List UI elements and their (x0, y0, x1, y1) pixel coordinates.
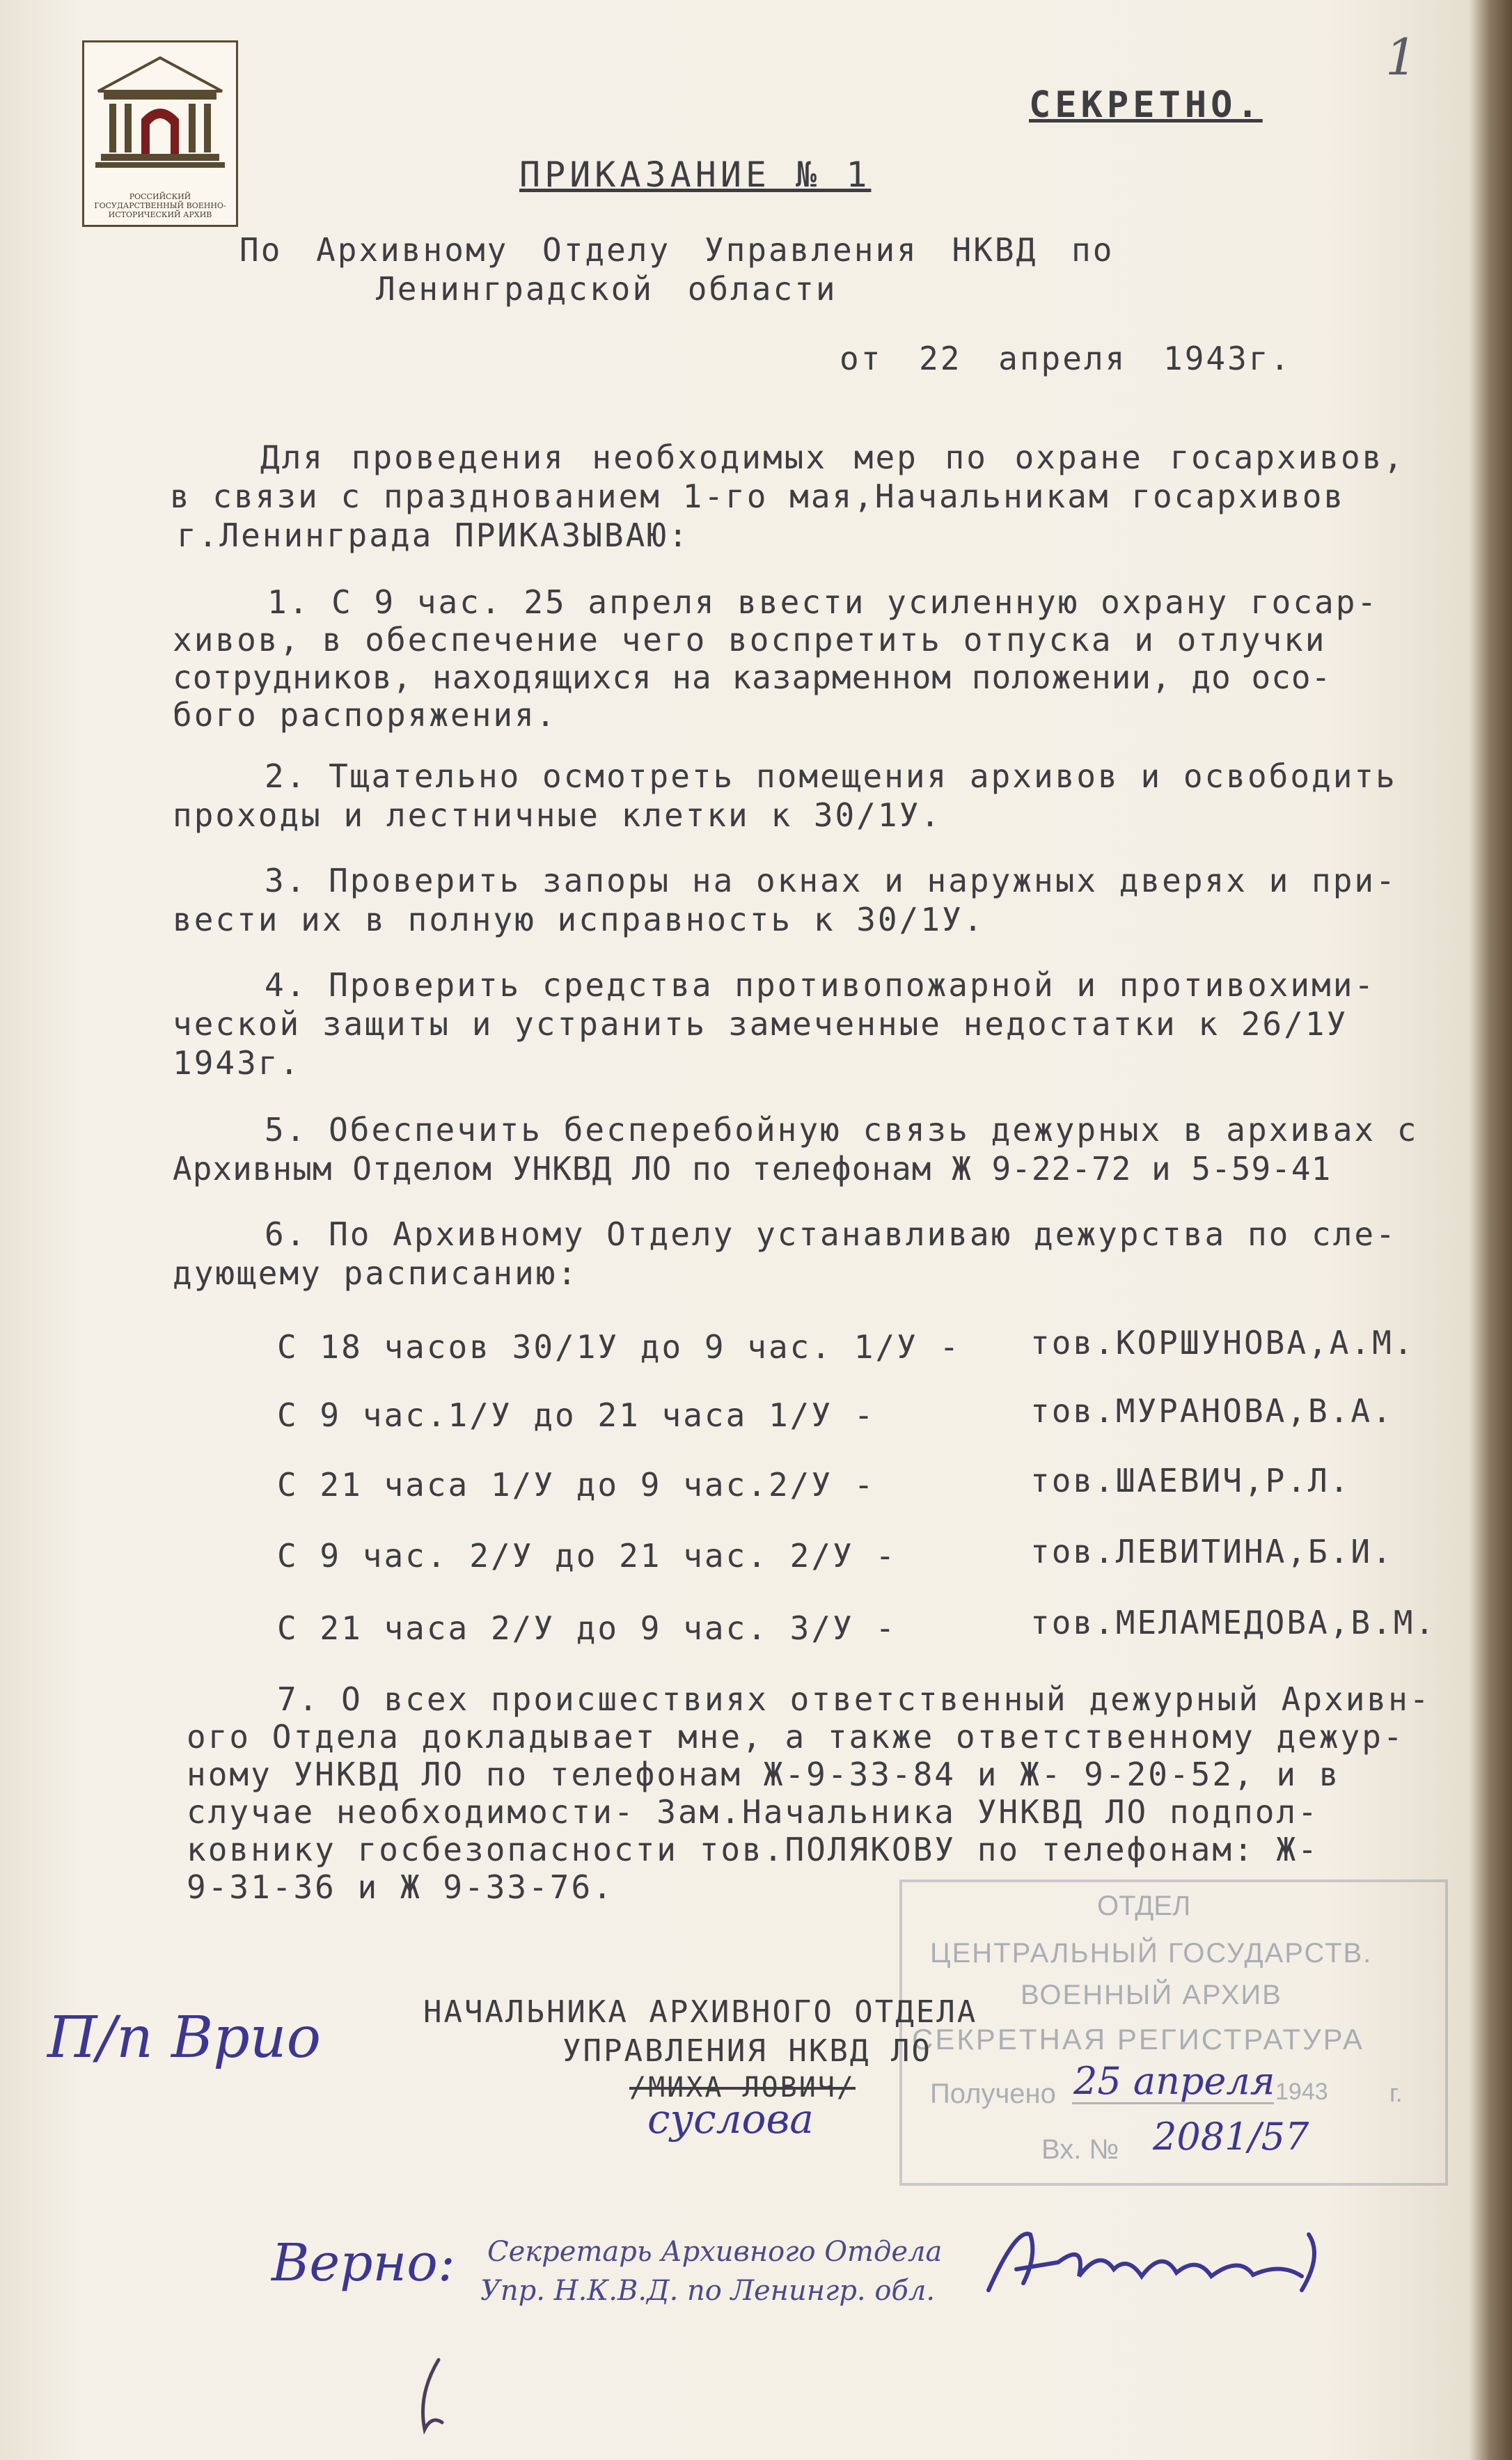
item-4-line-3: 1943г. (173, 1044, 301, 1082)
stamp-year-suffix: г. (1389, 2079, 1403, 2107)
stamp-received-year: 1943 (1275, 2079, 1328, 2105)
schedule-person-4: тов.ЛЕВИТИНА,Б.И. (1030, 1533, 1394, 1570)
item-1-line-1: 1. С 9 час. 25 апреля ввести усиленную охрану госар- (267, 583, 1379, 621)
item-3-line-1: 3. Проверить запоры на окнах и наружных дверях и при- (265, 862, 1397, 899)
signature-title-line-2: УПРАВЛЕНИЯ НКВД ЛО (562, 2033, 932, 2069)
schedule-time-4: С 9 час. 2/У до 21 час. 2/У - (277, 1537, 897, 1575)
stamp-line-4: СЕКРЕТНАЯ РЕГИСТРАТУРА (912, 2023, 1364, 2056)
handwritten-suslova: суслова (647, 2095, 814, 2143)
item-5-line-1: 5. Обеспечить бесперебойную связь дежурных в архивах с (265, 1111, 1419, 1149)
item-6-line-2: дующему расписанию: (173, 1254, 579, 1292)
stamp-in-label: Вх. № (1041, 2134, 1119, 2165)
item-4-line-2: ческой защиты и устранить замеченные недостатки к 26/1У (173, 1005, 1348, 1043)
item-1-line-2: хивов, в обеспечение чего воспретить отпуска и отлучки (173, 621, 1327, 659)
stamp-line-2: ЦЕНТРАЛЬНЫЙ ГОСУДАРСТВ. (930, 1938, 1373, 1969)
handwritten-vrio: П/п Врио (47, 2005, 321, 2071)
secretary-line-1: Секретарь Архивного Отдела (487, 2236, 943, 2268)
item-1-line-4: бого распоряжения. (173, 696, 558, 734)
schedule-time-2: С 9 час.1/У до 21 часа 1/У - (277, 1396, 876, 1434)
item-7-line-2: ого Отдела докладывает мне, а также ответственному дежур- (187, 1718, 1405, 1756)
signature-title-line-1: НАЧАЛЬНИКА АРХИВНОГО ОТДЕЛА (423, 1994, 978, 2030)
schedule-person-2: тов.МУРАНОВА,В.А. (1030, 1392, 1394, 1430)
stamp-line-3: ВОЕННЫЙ АРХИВ (1021, 1980, 1282, 2010)
schedule-time-1: С 18 часов 30/1У до 9 час. 1/У - (277, 1328, 961, 1366)
item-2-line-2: проходы и лестничные клетки к 30/1У. (173, 796, 942, 834)
item-3-line-2: вести их в полную исправность к 30/1У. (173, 901, 985, 938)
logo-caption: РОССИЙСКИЙ ГОСУДАРСТВЕННЫЙ ВОЕННО-ИСТОРИЧЕСКИЙ АРХИВ (94, 192, 226, 219)
archive-building-icon (84, 42, 236, 182)
stamp-in-number: 2081/57 (1153, 2115, 1309, 2159)
intro-line-2: в связи с празднованием 1-го мая,Начальникам госархивов (170, 478, 1346, 515)
intro-line-1: Для проведения необходимых мер по охране госархивов, (260, 439, 1405, 476)
item-2-line-1: 2. Тщательно осмотреть помещения архивов и освободить (265, 757, 1397, 795)
secretary-line-2: Упр. Н.К.В.Д. по Ленингр. обл. (480, 2275, 936, 2307)
subtitle-line-2: Ленинградской области (376, 270, 837, 308)
secretary-signature (975, 2214, 1364, 2311)
item-7-line-6: 9-31-36 и Ж 9-33-76. (187, 1868, 614, 1906)
registration-stamp (899, 1879, 1448, 2186)
item-7-line-4: случае необходимости- Зам.Начальника УНКВД ЛО подпол- (187, 1793, 1319, 1831)
schedule-person-1: тов.КОРШУНОВА,А.М. (1030, 1324, 1415, 1362)
intro-line-3: г.Ленинграда ПРИКАЗЫВАЮ: (177, 517, 690, 554)
schedule-time-5: С 21 часа 2/У до 9 час. 3/У - (277, 1609, 897, 1647)
item-7-line-5: ковнику госбезопасности тов.ПОЛЯКОВУ по телефонам: Ж- (187, 1831, 1319, 1868)
handwritten-verno: Верно: (271, 2233, 455, 2293)
item-7-line-1: 7. О всех происшествиях ответственный дежурный Архивн- (277, 1680, 1431, 1718)
document-date: от 22 апреля 1943г. (840, 340, 1292, 377)
classification-mark: СЕКРЕТНО. (1029, 84, 1263, 126)
schedule-person-5: тов.МЕЛАМЕДОВА,В.М. (1030, 1604, 1437, 1641)
document-title: ПРИКАЗАНИЕ № 1 (519, 155, 872, 195)
stamp-received-label: Получено (930, 2079, 1056, 2109)
archive-logo (82, 40, 238, 227)
schedule-time-3: С 21 часа 1/У до 9 час.2/У - (277, 1466, 876, 1504)
item-1-line-3: сотрудников, находящихся на казарменном положении, до осо- (173, 659, 1332, 696)
signature-name: /МИХА ЛОВИЧ/ (629, 2072, 856, 2104)
item-6-line-1: 6. По Архивному Отделу устанавливаю дежурства по сле- (265, 1215, 1397, 1253)
item-4-line-1: 4. Проверить средства противопожарной и противохими- (265, 966, 1376, 1004)
stamp-received-date: 25 апреля (1073, 2059, 1275, 2103)
pencil-mark (411, 2353, 452, 2436)
item-5-line-2: Архивным Отделом УНКВД ЛО по телефонам Ж 9-22-72 и 5-59-41 (173, 1150, 1332, 1188)
stamp-line-1: ОТДЕЛ (1097, 1891, 1191, 1921)
page-number: 1 (1385, 28, 1417, 86)
schedule-person-3: тов.ШАЕВИЧ,Р.Л. (1030, 1462, 1351, 1499)
subtitle-line-1: По Архивному Отделу Управления НКВД по (239, 231, 1115, 269)
item-7-line-3: ному УНКВД ЛО по телефонам Ж-9-33-84 и Ж- 9-20-52, и в (187, 1756, 1341, 1793)
